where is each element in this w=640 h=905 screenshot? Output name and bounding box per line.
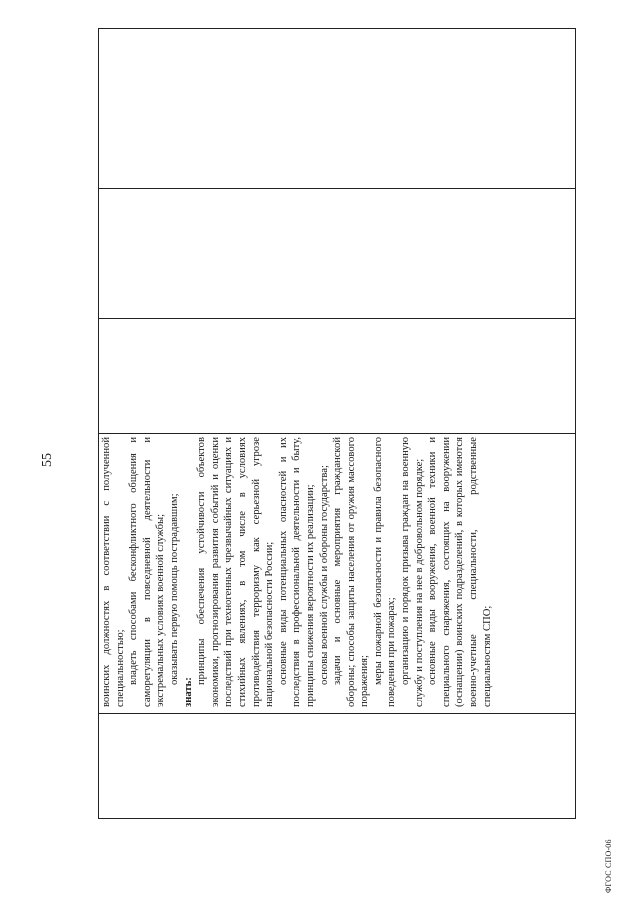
text-paragraph: основы военной службы и обороны государства;: [318, 465, 330, 685]
table-row: [99, 29, 576, 819]
text-paragraph: задачи и основные мероприятия гражданской обороны; способы защиты населения от оружия массового поражения;: [332, 437, 371, 707]
text-paragraph: воинских должностях в соответствии с полученной специальностью;: [101, 437, 126, 707]
table-cell-blank: [99, 189, 576, 319]
page-number: 55: [40, 453, 55, 467]
table-cell-index: [99, 714, 576, 819]
table-cell-blank: [99, 319, 576, 434]
curriculum-table: [98, 28, 576, 819]
table-cell-blank: [99, 29, 576, 189]
table-cell-content: [99, 434, 576, 714]
text-heading: знать:: [182, 677, 194, 707]
text-paragraph: основные виды вооружения, военной техники и специального снаряжения, состоящих на вооружении (оснащении) воинских подразделений, в которых имеются военно-учетные специальности, родственные специальностям СПО;: [427, 437, 493, 707]
text-paragraph: основные виды потенциальных опасностей и их последствия в профессиональной деятельности и быту, принципы снижения вероятности их реализации;: [277, 437, 316, 707]
text-paragraph: владеть способами бесконфликтного общения и саморегуляции в повседневной деятельности и экстремальных условиях военной службы;: [128, 437, 167, 707]
text-paragraph: принципы обеспечения устойчивости объектов экономики, прогнозирования развития событий и оценки последствий при техногенных чрезвычайных ситуациях и стихийных явлениях, в том числе в условиях противодействия терроризму как серьезной угрозе национальной безопасности России;: [196, 437, 276, 707]
text-paragraph: организацию и порядок призыва граждан на военную службу и поступления на нее в добровольном порядке;: [400, 437, 425, 707]
page-footer: ФГОС СПО-06: [604, 839, 613, 893]
text-paragraph: оказывать первую помощь пострадавшим;: [168, 493, 180, 685]
text-paragraph: меры пожарной безопасности и правила безопасного поведения при пожарах;: [372, 437, 398, 707]
